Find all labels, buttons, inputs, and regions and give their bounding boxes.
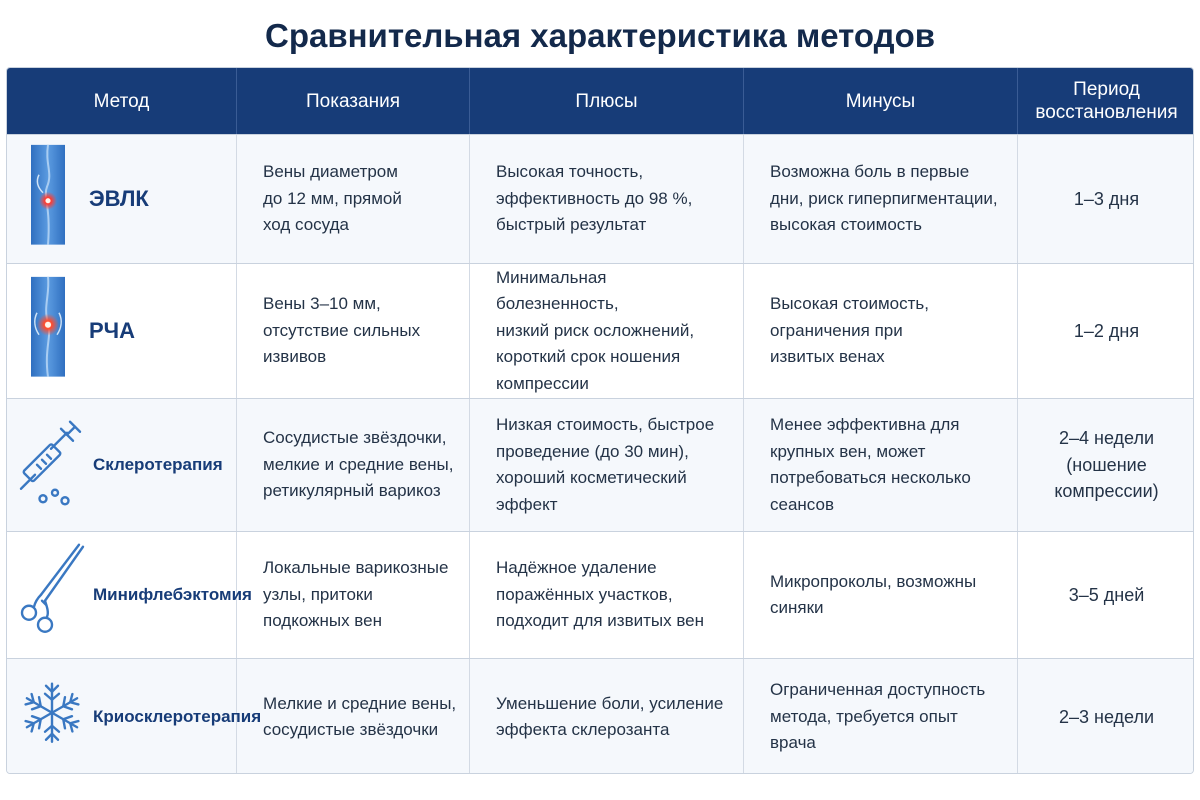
pros-cell (470, 264, 744, 398)
text-line: Низкая стоимость, быстрое (496, 415, 715, 434)
text-line: компрессии) (1054, 481, 1159, 502)
text-line: эффекта склерозанта (496, 720, 670, 739)
recovery-cell (1018, 532, 1194, 658)
text-line: ход сосуда (263, 215, 349, 235)
indications-cell (237, 264, 470, 398)
cons-cell (744, 135, 1018, 263)
method-name: ЭВЛК (89, 185, 149, 211)
radiofrequency-vein-icon (17, 277, 79, 386)
text-line: Минимальная болезненность, (496, 267, 619, 314)
text-line: 2–4 недели (1058, 428, 1155, 449)
text-line: 1–2 дня (1073, 320, 1140, 341)
text-line: (ношение (1066, 454, 1147, 475)
cons-cell (744, 659, 1018, 774)
text-line: Вены 3–10 мм, (263, 294, 381, 314)
recovery-cell (1018, 135, 1194, 263)
snowflake-icon (17, 678, 87, 757)
method-cell (7, 532, 252, 658)
indications-cell (237, 659, 470, 774)
table-row (7, 658, 1194, 774)
cons-cell (744, 264, 1018, 398)
text-line: ограничения при (770, 320, 903, 340)
table-header (7, 68, 1194, 134)
method-cell (7, 264, 237, 398)
text-line: дни, риск гиперпигментации, (770, 188, 998, 208)
header-indications: Показания (237, 68, 470, 134)
method-name: Криосклеротерапия (93, 706, 262, 726)
indications-cell (237, 532, 470, 658)
text-line: поражённых участков, (496, 584, 673, 604)
text-line: короткий срок ношения (496, 347, 681, 367)
table-row (7, 134, 1194, 263)
text-line: высокая стоимость (770, 215, 922, 235)
text-line: Высокая точность, (496, 162, 644, 182)
laser-vein-icon (17, 145, 79, 254)
header-recovery-line: восстановления (1035, 102, 1178, 123)
table-row (7, 531, 1194, 658)
text-line: проведение (до 30 мин), (496, 441, 689, 461)
method-name: РЧА (89, 317, 136, 343)
text-line: Уменьшение боли, усиление (496, 693, 724, 713)
text-line: подкожных вен (263, 611, 382, 631)
text-line: ретикулярный варикоз (263, 481, 441, 501)
text-line: узлы, притоки (263, 584, 373, 604)
header-recovery (1018, 68, 1194, 134)
text-line: Вены диаметром (263, 162, 398, 182)
text-line: 1–3 дня (1073, 188, 1140, 209)
text-line: 3–5 дней (1068, 584, 1145, 605)
text-line: эффект (496, 494, 558, 514)
text-line: отсутствие сильных (263, 320, 421, 340)
syringe-icon (17, 413, 89, 518)
text-line: сосудистые звёздочки (263, 720, 439, 739)
text-line: 2–3 недели (1058, 706, 1155, 727)
text-line: Возможна боль в первые (770, 162, 970, 182)
indications-cell (237, 399, 470, 531)
text-line: подходит для извитых вен (496, 611, 705, 631)
text-line: сеансов (770, 494, 834, 514)
pros-cell (470, 399, 744, 531)
text-line: хороший косметический (496, 468, 687, 487)
header-recovery-line: Период (1073, 79, 1140, 100)
text-line: компрессии (496, 373, 589, 393)
header-pros: Плюсы (470, 68, 744, 134)
text-line: Мелкие и средние вены, (263, 693, 457, 713)
surgical-clamp-icon (17, 543, 89, 648)
cons-cell (744, 399, 1018, 531)
text-line: Менее эффективна для (770, 415, 960, 434)
table-row (7, 398, 1194, 531)
text-line: низкий риск осложнений, (496, 320, 695, 340)
method-name: Склеротерапия (93, 454, 223, 474)
text-line: Локальные варикозные (263, 558, 449, 578)
header-cons: Минусы (744, 68, 1018, 134)
pros-cell (470, 659, 744, 774)
method-cell (7, 659, 262, 774)
text-line: извивов (263, 347, 327, 367)
text-line: Ограниченная доступность (770, 680, 986, 700)
text-line: Микропроколы, возможны (770, 571, 977, 591)
text-line: до 12 мм, прямой (263, 188, 402, 208)
comparison-table (6, 67, 1194, 774)
pros-cell (470, 135, 744, 263)
recovery-cell (1018, 399, 1194, 531)
table-row (7, 263, 1194, 398)
text-line: извитых венах (770, 347, 885, 367)
page-title: Сравнительная характеристика методов (264, 17, 936, 54)
text-line: метода, требуется опыт (770, 706, 958, 726)
text-line: Высокая стоимость, (770, 294, 929, 314)
recovery-cell (1018, 264, 1194, 398)
indications-cell (237, 135, 470, 263)
pros-cell (470, 532, 744, 658)
text-line: мелкие и средние вены, (263, 454, 454, 474)
text-line: быстрый результат (496, 215, 647, 235)
text-line: синяки (770, 598, 824, 617)
method-cell (7, 399, 237, 531)
cons-cell (744, 532, 1018, 658)
text-line: эффективность до 98 %, (496, 188, 693, 208)
text-line: Надёжное удаление (496, 558, 657, 578)
text-line: врача (770, 733, 816, 753)
text-line: потребоваться несколько (770, 468, 971, 487)
text-line: крупных вен, может (770, 441, 926, 461)
method-name: Минифлебэктомия (93, 584, 252, 604)
header-method: Метод (7, 68, 237, 134)
method-cell (7, 135, 237, 263)
text-line: Сосудистые звёздочки, (263, 428, 447, 448)
recovery-cell (1018, 659, 1194, 774)
